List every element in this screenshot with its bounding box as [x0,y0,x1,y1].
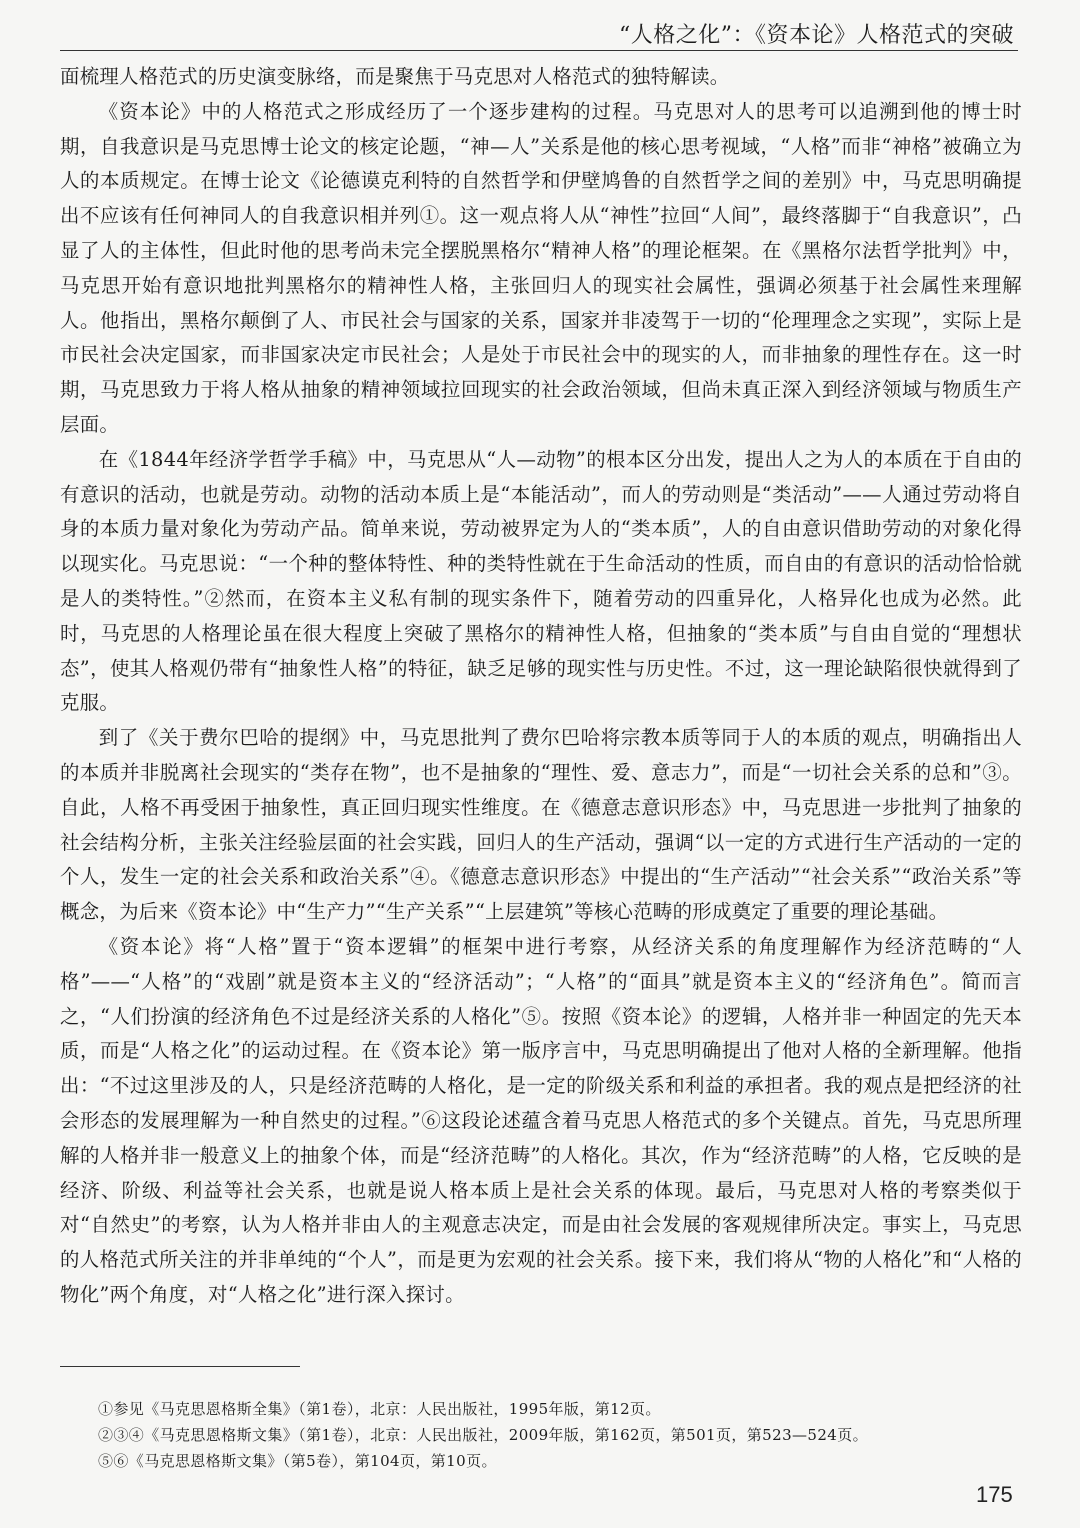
paragraph-1844-manuscripts: 在《1844年经济学哲学手稿》中，马克思从“人—动物”的根本区分出发，提出人之为人的本质在于自由的有意识的活动，也就是劳动。动物的活动本质上是“本能活动”，而人的劳动则是“类活动”——人通过劳动将自身的本质力量对象化为劳动产品。简单来说，劳动被界定为人的“类本质”，人的自由意识借助劳动的对象化得以现实化。马克思说：“一个种的整体特性、种的类特性就在于生命活动的性质，而自由的有意识的活动恰恰就是人的类特性。”②然而，在资本主义私有制的现实条件下，随着劳动的四重异化，人格异化也成为必然。此时，马克思的人格理论虽在很大程度上突破了黑格尔的精神性人格，但抽象的“类本质”与自由自觉的“理想状态”，使其人格观仍带有“抽象性人格”的特征，缺乏足够的现实性与历史性。不过，这一理论缺陷很快就得到了克服。 [60,447,1022,715]
footnote-1: ①参见《马克思恩格斯全集》（第1卷），北京：人民出版社，1995年版，第12页。 [98,1400,661,1418]
footnote-divider [60,1366,300,1367]
paragraph-formation-process: 《资本论》中的人格范式之形成经历了一个逐步建构的过程。马克思对人的思考可以追溯到他的博士时期，自我意识是马克思博士论文的核定论题，“神—人”关系是他的核心思考视域，“人格”而非“神格”被确立为人的本质规定。在博士论文《论德谟克利特的自然哲学和伊壁鸠鲁的自然哲学之间的差别》中，马克思明确提出不应该有任何神同人的自我意识相并列①。这一观点将人从“神性”拉回“人间”，最终落脚于“自我意识”，凸显了人的主体性，但此时他的思考尚未完全摆脱黑格尔“精神人格”的理论框架。在《黑格尔法哲学批判》中，马克思开始有意识地批判黑格尔的精神性人格，主张回归人的现实社会属性，强调必须基于社会属性来理解人。他指出，黑格尔颠倒了人、市民社会与国家的关系，国家并非凌驾于一切的“伦理理念之实现”，实际上是市民社会决定国家，而非国家决定市民社会；人是处于市民社会中的现实的人，而非抽象的理性存在。这一时期，马克思致力于将人格从抽象的精神领域拉回现实的社会政治领域，但尚未真正深入到经济领域与物质生产层面。 [60,99,1022,436]
paragraph-theses-on-feuerbach: 到了《关于费尔巴哈的提纲》中，马克思批判了费尔巴哈将宗教本质等同于人的本质的观点，明确指出人的本质并非脱离社会现实的“类存在物”，也不是抽象的“理性、爱、意志力”，而是“一切社会关系的总和”③。自此，人格不再受困于抽象性，真正回归现实性维度。在《德意志意识形态》中，马克思进一步批判了抽象的社会结构分析，主张关注经验层面的社会实践，回归人的生产活动，强调“以一定的方式进行生产活动的一定的个人，发生一定的社会关系和政治关系”④。《德意志意识形态》中提出的“生产活动”“社会关系”“政治关系”等概念，为后来《资本论》中“生产力”“生产关系”“上层建筑”等核心范畴的形成奠定了重要的理论基础。 [60,726,1022,924]
footnote-3: ⑤⑥《马克思恩格斯文集》（第5卷），第104页，第10页。 [98,1452,497,1470]
running-header [60,14,1018,51]
body-text [60,60,1022,1313]
footnotes [98,1396,1018,1474]
footnote-2: ②③④《马克思恩格斯文集》（第1卷），北京：人民出版社，2009年版，第162页，第501页，第523—524页。 [98,1426,869,1444]
page-number: 175 [976,1482,1013,1507]
running-header-title: “人格之化”：《资本论》人格范式的突破 [619,23,1014,48]
paragraph-continuation: 面梳理人格范式的历史演变脉络，而是聚焦于马克思对人格范式的独特解读。 [60,65,730,88]
paragraph-capital-personality: 《资本论》将“人格”置于“资本逻辑”的框架中进行考察，从经济关系的角度理解作为经济范畴的“人格”——“人格”的“戏剧”就是资本主义的“经济活动”；“人格”的“面具”就是资本主义的“经济角色”。简而言之，“人们扮演的经济角色不过是经济关系的人格化”⑤。按照《资本论》的逻辑，人格并非一种固定的先天本质，而是“人格之化”的运动过程。在《资本论》第一版序言中，马克思明确提出了他对人格的全新理解。他指出：“不过这里涉及的人，只是经济范畴的人格化，是一定的阶级关系和利益的承担者。我的观点是把经济的社会形态的发展理解为一种自然史的过程。”⑥这段论述蕴含着马克思人格范式的多个关键点。首先，马克思所理解的人格并非一般意义上的抽象个体，而是“经济范畴”的人格化。其次，作为“经济范畴”的人格，它反映的是经济、阶级、利益等社会关系，也就是说人格本质上是社会关系的体现。最后，马克思对人格的考察类似于对“自然史”的考察，认为人格并非由人的主观意志决定，而是由社会发展的客观规律所决定。事实上，马克思的人格范式所关注的并非单纯的“个人”，而是更为宏观的社会关系。接下来，我们将从“物的人格化”和“人格的物化”两个角度，对“人格之化”进行深入探讨。 [60,934,1022,1306]
